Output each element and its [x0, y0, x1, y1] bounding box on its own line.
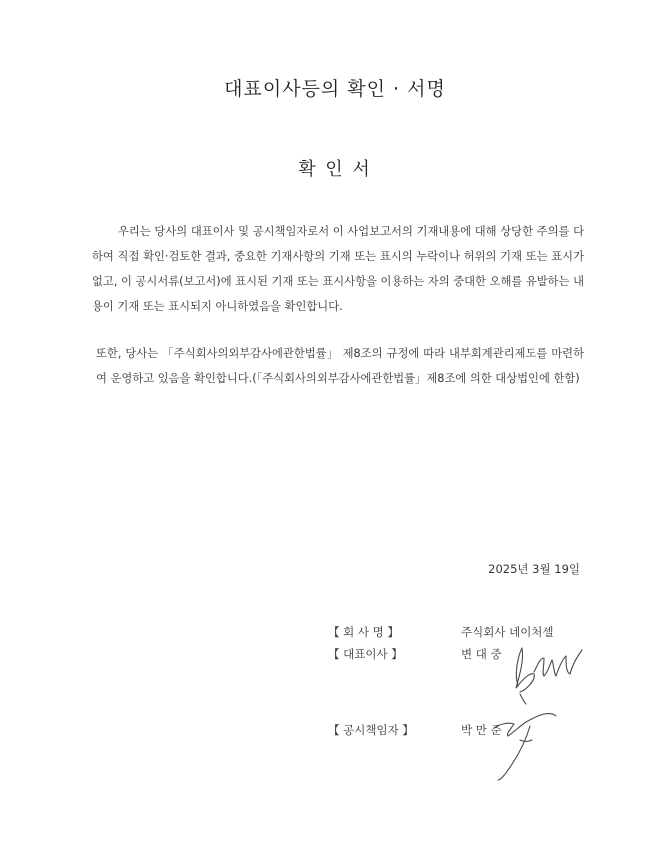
- ceo-name: 변 대 중: [461, 647, 502, 661]
- company-label: 【 회 사 명 】: [328, 625, 399, 639]
- confirmation-paragraph: [92, 219, 584, 319]
- confirmation-paragraph-text: 우리는 당사의 대표이사 및 공시책임자로서 이 사업보고서의 기재내용에 대해 상당한 주의를 다하여 직접 확인·검토한 결과, 중요한 기재사항의 기재 또는 표시의 누락이나 허위의 기재 또는 표시가 없고, 이 공시서류(보고서)에 표시된 기재 또는 표시사항을 이용하는 자의 중대한 오해를 유발하는 내용이 기재 또는 표시되지 아니하였음을 확인합니다.: [92, 225, 585, 313]
- page-title: 대표이사등의 확인 · 서명: [224, 78, 446, 100]
- officer-name: 박 만 준: [461, 723, 502, 737]
- ceo-signature: [500, 636, 590, 706]
- ceo-label: 【 대표이사 】: [328, 647, 403, 661]
- document-date: 2025년 3월 19일: [488, 562, 580, 576]
- officer-label: 【 공시책임자 】: [328, 723, 414, 737]
- company-name: 주식회사 네이처셀: [461, 625, 554, 639]
- document-title: 확 인 서: [298, 159, 372, 180]
- internal-control-paragraph: 또한, 당사는 「주식회사의외부감사에관한법률」 제8조의 규정에 따라 내부회계관리제도를 마련하여 운영하고 있음을 확인합니다.(「주식회사의외부감사에관한법률」제8조에 의한 대상법인에 한함): [96, 347, 584, 385]
- officer-signature: [490, 700, 560, 782]
